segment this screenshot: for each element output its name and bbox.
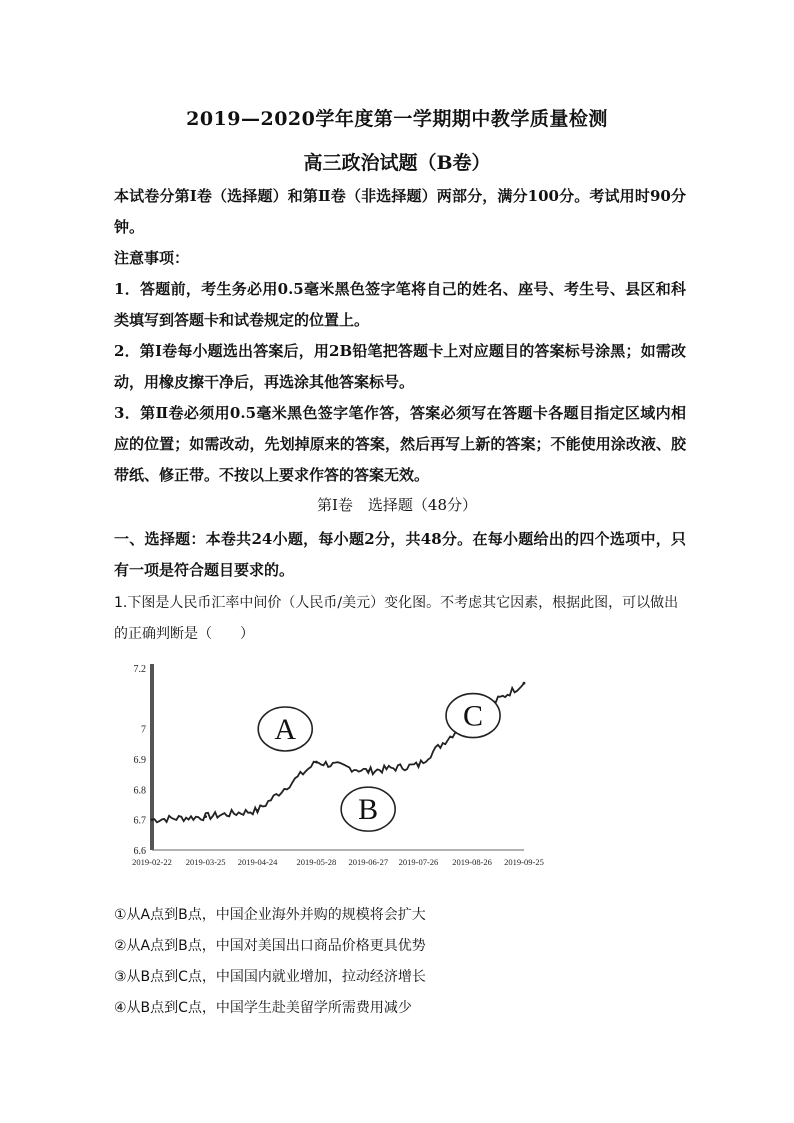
question-stem: 1.下图是人民币汇率中间价（人民币/美元）变化图。不考虑其它因素，根据此图，可以做出的正确判断是（ ） — [114, 595, 679, 642]
x-tick-label: 2019-04-24 — [237, 857, 278, 867]
exam-subtitle: 高三政治试题（B卷） — [303, 152, 491, 174]
exam-intro: 本试卷分第Ⅰ卷（选择题）和第Ⅱ卷（非选择题）两部分，满分100分。考试用时90分钟。 — [114, 187, 686, 236]
x-tick-label: 2019-03-25 — [185, 857, 226, 867]
annotation-label-b: B — [358, 793, 379, 827]
note-item-1: 1．答题前，考生务必用0.5毫米黑色签字笔将自己的姓名、座号、考生号、县区和科类填写到答题卡和试卷规定的位置上。 — [114, 280, 686, 329]
y-tick-label: 6.9 — [133, 755, 146, 766]
chart-svg — [114, 660, 544, 880]
data-point — [256, 809, 259, 812]
x-tick-label: 2019-07-26 — [398, 857, 439, 867]
x-tick-label: 2019-08-26 — [452, 857, 492, 867]
y-tick-label: 7.2 — [133, 664, 146, 675]
exam-title: 2019—2020学年度第一学期期中教学质量检测 — [186, 108, 608, 130]
annotation-label-c: C — [463, 699, 484, 733]
y-tick-label: 6.6 — [133, 846, 146, 857]
option-4: ④从B点到C点，中国学生赴美留学所需费用减少 — [114, 1000, 412, 1016]
data-point — [523, 682, 526, 685]
data-point — [367, 770, 370, 773]
data-point — [204, 815, 207, 818]
data-point — [151, 818, 154, 821]
data-point — [417, 764, 420, 767]
note-item-2: 2．第Ⅰ卷每小题选出答案后，用2B铅笔把答题卡上对应题目的答案标号涂黑；如需改动，用橡皮擦干净后，再选涂其他答案标号。 — [114, 342, 686, 391]
x-tick-label: 2019-02-22 — [132, 857, 172, 867]
y-tick-label: 6.8 — [133, 785, 146, 797]
data-point — [315, 761, 318, 764]
x-tick-label: 2019-09-25 — [504, 857, 544, 867]
notes-heading: 注意事项： — [114, 249, 190, 267]
section-title: 第Ⅰ卷 选择题（48分） — [316, 496, 477, 514]
annotation-label-a: A — [274, 713, 297, 746]
x-tick-label: 2019-05-28 — [296, 857, 337, 867]
note-item-3: 3．第Ⅱ卷必须用0.5毫米黑色签字笔作答，答案必须写在答题卡各题目指定区域内相应的位置；如需改动，先划掉原来的答案，然后再写上新的答案；不能使用涂改液、胶带纸、修正带。不按以上要求作答的答案无效。 — [114, 404, 686, 484]
y-tick-label: 6.7 — [133, 815, 146, 827]
option-2: ②从A点到B点，中国对美国出口商品价格更具优势 — [114, 938, 426, 954]
option-1: ①从A点到B点，中国企业海外并购的规模将会扩大 — [114, 907, 426, 923]
exchange-rate-chart — [114, 660, 544, 880]
x-tick-label: 2019-06-27 — [348, 857, 389, 867]
y-tick-label: 7 — [141, 724, 146, 736]
part-intro: 一、选择题：本卷共24小题，每小题2分，共48分。在每小题给出的四个选项中，只有一项是符合题目要求的。 — [114, 530, 686, 579]
option-3: ③从B点到C点，中国国内就业增加，拉动经济增长 — [114, 969, 426, 985]
